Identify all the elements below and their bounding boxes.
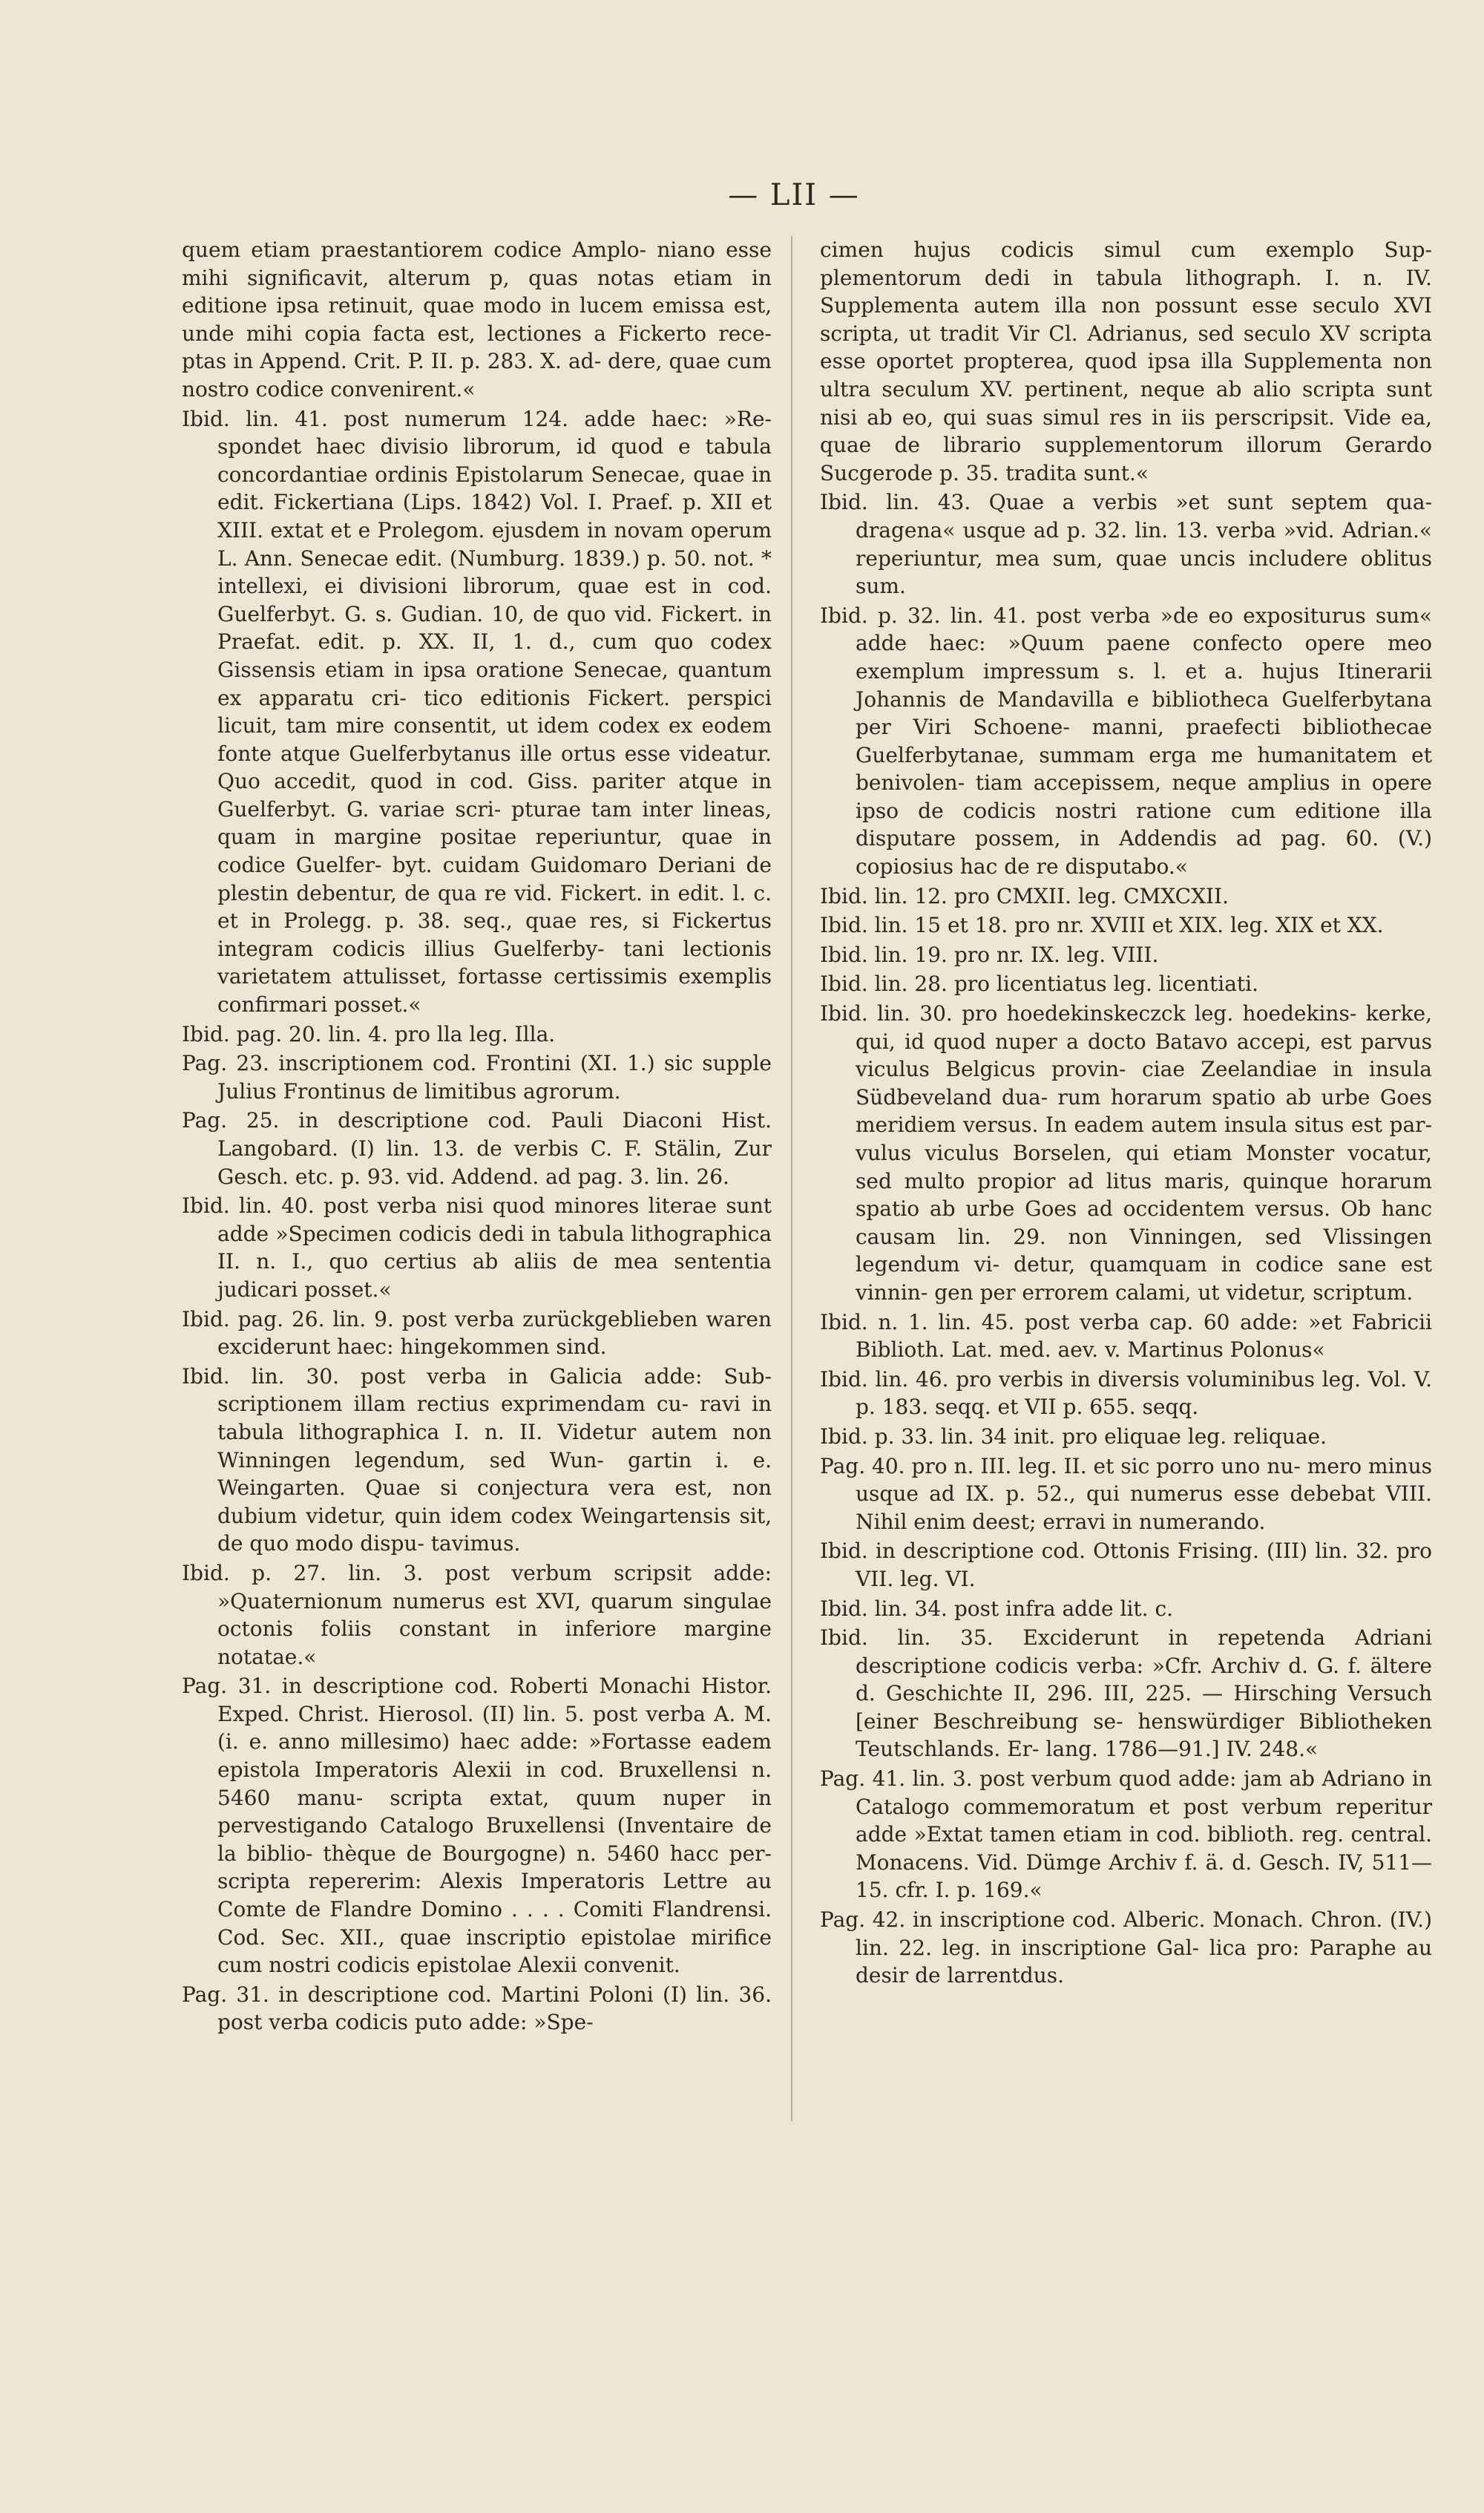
text-line: autem non Winningen legendum, sed Wun- <box>217 1419 772 1472</box>
right-entry <box>820 970 1432 998</box>
text-line: Pag. 31. in descriptione cod. Roberti Monachi <box>182 1674 691 1699</box>
text-line: thèque de Bourgogne) n. 5460 hacc per- <box>323 1841 772 1866</box>
text-line: non Vinningen, sed Vlissingen legendum vi- <box>856 1224 1432 1277</box>
left-entry <box>182 1049 772 1105</box>
text-line: Ibid. lin. 35. Exciderunt in repetenda Adriani <box>820 1625 1432 1651</box>
text-line: Ibid. pag. 26. lin. 9. post verba zurückgeblieben <box>182 1306 698 1331</box>
text-line: detur, quamquam in codice sane est vinnin- <box>856 1252 1432 1305</box>
right-entry <box>820 1308 1432 1364</box>
text-line: quinque horarum spatio ab urbe Goes ad <box>856 1168 1432 1222</box>
text-line: scripta extat, quum nuper in pervestigando <box>217 1785 772 1838</box>
text-line: gartin i. e. Weingarten. Quae si conjectura <box>217 1447 772 1501</box>
text-line: lica pro: Paraphe au desir de larrentdus. <box>856 1935 1432 1988</box>
text-line: au Comte de Flandre Domino . . . . Comiti <box>217 1869 772 1922</box>
text-line: kerke, qui, id quod nuper a docto Batavo <box>856 1001 1432 1054</box>
text-line: quae modo in lucem emissa est, unde mihi <box>182 293 772 346</box>
text-line: Pag. 25. in descriptione cod. Pauli Diaconi Hist. <box>182 1108 772 1133</box>
text-line: lang. 1786—91.] IV. 248.« <box>1045 1737 1319 1762</box>
text-line: vera est, non dubium videtur, quin idem <box>217 1475 772 1528</box>
left-entry <box>182 405 772 1019</box>
text-line: descriptione codicis verba: »Cfr. Archiv d. <box>856 1653 1309 1678</box>
text-line: Ibid. lin. 30. post verba in Galicia adde: Sub- <box>182 1363 772 1389</box>
text-line: (V.) copiosius hac de re disputabo.« <box>856 826 1432 879</box>
right-entry <box>820 882 1432 911</box>
text-line: cod. Guelferbyt. G. s. Gudian. 10, de quo <box>217 574 772 626</box>
text-line: oratione Senecae, quantum ex apparatu cri- <box>217 657 772 710</box>
text-line: Ibid. p. 27. lin. 3. post verbum scripsit adde: <box>182 1560 772 1585</box>
text-line: ravi in tabula lithographica I. n. II. Videtur <box>217 1392 772 1444</box>
left-entry <box>182 1559 772 1671</box>
text-line: scripta sunt nisi ab eo, qui suas simul res <box>820 376 1432 430</box>
text-line: tiam accepissem, neque amplius in opere ipso <box>856 770 1432 823</box>
text-line: esse debebat VIII. Nihil enim deest; erravi <box>856 1481 1433 1534</box>
text-line: bibliotheca Guelferbytana per Viri Schoene- <box>856 687 1433 740</box>
text-line: p. 35. tradita sunt.« <box>939 460 1149 485</box>
left-entry <box>182 1363 772 1558</box>
left-entry <box>182 1672 772 1979</box>
text-line: post verba A. M. (i. e. anno millesimo) haec <box>217 1701 772 1754</box>
text-line: Prolegom. ejusdem in novam operum L. Ann. <box>217 517 772 571</box>
text-line: henswürdiger Bibliotheken Teutschlands. Er- <box>856 1708 1432 1762</box>
text-line: Ibid. lin. 28. pro licentiatus leg. licentiati. <box>820 972 1259 997</box>
text-line: Catalogo Bruxellensi (Inventaire de la biblio- <box>217 1813 772 1866</box>
right-entry <box>820 1423 1432 1451</box>
text-line: Pag. 31. in descriptione cod. Martini Poloni (I) <box>182 1982 687 2007</box>
text-line: cimen hujus codicis simul cum exemplo Sup- <box>820 237 1432 262</box>
left-entry <box>182 1192 772 1303</box>
text-line: 1842) Vol. I. Praef. p. XII et XIII. extat et e <box>217 490 772 543</box>
right-entry <box>820 911 1432 940</box>
text-line: in numerando. <box>1112 1509 1266 1534</box>
text-line: Ibid. p. 32. lin. 41. post verba »de eo expositurus <box>820 603 1366 628</box>
right-entry <box>820 1906 1432 1990</box>
text-line: ptas in Append. Crit. P. II. p. 283. X. ad- <box>182 349 602 374</box>
text-line: lin. 32. pro VII. leg. VI. <box>856 1539 1432 1591</box>
text-line: »Quaternionum numerus est XVI, quarum <box>217 1588 674 1613</box>
text-line: Polonus« <box>1229 1337 1325 1363</box>
text-line: leg. Vol. V. p. 183. seqq. et VII p. 655. seqq. <box>856 1366 1432 1420</box>
right-entry <box>820 1537 1432 1593</box>
text-line: disputare possem, in Addendis ad pag. 60. <box>856 826 1379 851</box>
text-line: Ibid. lin. 40. post verba nisi quod minores literae <box>182 1193 718 1219</box>
text-line: positae reperiuntur, quae in codice Guelfer- <box>217 825 772 878</box>
text-line: Pag. 23. inscriptionem cod. Frontini (XI. 1.) sic <box>182 1051 693 1076</box>
text-line: Senecae, quae in edit. Fickertiana (Lips. <box>217 462 772 515</box>
text-line: Hirsching Versuch [einer Beschreibung se- <box>856 1681 1432 1734</box>
text-line: Ibid. n. 1. lin. 45. post verba cap. 60 adde: »et <box>820 1309 1342 1334</box>
text-line: Chron. (IV.) lin. 22. leg. in inscriptione Gal- <box>856 1907 1432 1960</box>
text-line: Fabricii Biblioth. Lat. med. aev. v. Martinus <box>856 1309 1432 1363</box>
text-line: Zur Gesch. etc. p. 93. vid. Addend. ad pag. <box>217 1136 772 1189</box>
text-line: accepi, est parvus viculus Belgicus provin- <box>856 1029 1432 1082</box>
text-line: Alexii in cod. Bruxellensi n. 5460 manu- <box>217 1757 772 1810</box>
left-entry <box>182 236 772 404</box>
text-line: certissimis exemplis confirmari posset.« <box>217 964 772 1018</box>
right-entry <box>820 1624 1432 1763</box>
text-line: mea sententia judicari posset.« <box>217 1249 772 1302</box>
text-line: Ibid. lin. 15 et 18. pro nr. XVIII et XIX. leg. <box>820 913 1270 938</box>
text-line: propterea, quod ipsa illa Supplementa non <box>963 349 1433 374</box>
text-line: Ibid. lin. 34. post infra adde lit. c. <box>820 1596 1174 1621</box>
text-line: Dümge Archiv f. ä. d. Gesch. IV, 511—15. <box>856 1849 1433 1903</box>
text-line: scripta repererim: Alexis Imperatoris Lettre <box>217 1869 728 1894</box>
right-entry <box>820 1452 1432 1536</box>
text-line: vid. Fickert. in Praefat. edit. p. XX. II, 1. <box>217 601 772 655</box>
text-line: Ibid. lin. 12. pro CMXII. leg. CMXCXII. <box>820 883 1229 908</box>
text-line: Alexii convenit. <box>518 1953 680 1978</box>
text-line: Pag. 42. in inscriptione cod. Alberic. Monach. <box>820 1907 1304 1933</box>
left-entry <box>182 1107 772 1190</box>
text-line: includere oblitus sum. <box>856 545 1432 599</box>
text-line: in cod. biblioth. reg. central. Monacens. Vid. <box>856 1822 1432 1875</box>
text-line: d., cum quo codex Gissensis etiam in ipsa <box>217 629 772 682</box>
text-line: esse seculo XVI scripta, ut tradit Vir Cl. <box>820 293 1432 346</box>
right-entry <box>820 1595 1432 1623</box>
text-line: dragena« usque ad p. 32. lin. 13. verba »vid. <box>856 517 1335 543</box>
right-entry <box>820 236 1432 487</box>
right-entry <box>820 1765 1432 1904</box>
text-line: Langobard. (I) lin. 13. de verbis C. F. Stälin, <box>217 1136 723 1161</box>
right-entry <box>820 1366 1432 1421</box>
text-line: lithographica II. n. I., quo certius ab aliis de <box>217 1221 772 1274</box>
text-line: scriptionem illam rectius exprimendam cu- <box>217 1392 689 1417</box>
text-line: margine notatae.« <box>217 1616 772 1669</box>
column-divider <box>791 236 792 2121</box>
text-line: fonte atque Guelferbytanus ille ortus esse <box>217 741 671 766</box>
text-line: Ibid. pag. 20. lin. 4. pro lla leg. Illa. <box>182 1021 556 1046</box>
text-line: Histor. Exped. Christ. Hierosol. (II) lin. 5. <box>217 1674 772 1726</box>
text-line: gen per errorem calami, ut videtur, scriptum. <box>934 1280 1414 1305</box>
text-line: dere, quae cum nostro codice convenirent.« <box>182 349 772 402</box>
text-line: G. f. ältere d. Geschichte II, 296. III, 225. — <box>856 1653 1432 1706</box>
text-line: Adrianus, sed seculo XV scripta esse oportet <box>820 321 1433 374</box>
text-line: XIX et XX. <box>1275 913 1384 938</box>
text-line: videatur. Quo accedit, quod in cod. Giss. <box>217 741 772 794</box>
text-line: Ibid. lin. 19. pro nr. IX. leg. VIII. <box>820 942 1159 967</box>
text-line: lin. 36. post verba codicis puto adde: »Spe- <box>217 1982 772 2035</box>
left-entry <box>182 1020 772 1049</box>
text-line: Flandrensi. Cod. Sec. XII., quae inscriptio <box>217 1897 772 1950</box>
text-line: plementorum dedi in tabula lithograph. I. <box>820 265 1340 290</box>
text-line: ultra seculum XV. pertinent, neque ab alio <box>820 376 1291 402</box>
text-line: ciae Zeelandiae in insula Südbeveland dua- <box>856 1057 1432 1110</box>
text-line: Adriano in Catalogo commemoratum et post <box>856 1766 1432 1819</box>
text-line: tani lectionis varietatem attulisset, fortasse <box>217 936 772 989</box>
text-line: epistolae mirifice cum nostri codicis epistolae <box>217 1924 772 1978</box>
right-entry <box>820 488 1432 600</box>
text-line: Ibid. p. 33. lin. 34 init. pro eliquae leg. reliquae. <box>820 1423 1327 1449</box>
text-line: sum« adde haec: »Quum paene confecto <box>856 603 1432 656</box>
text-line: Senecae edit. (Numburg. 1839.) p. 50. not. * <box>300 545 772 571</box>
text-line: Fickertus integram codicis illius Guelferby- <box>217 908 772 961</box>
text-line: tavimus. <box>430 1531 521 1556</box>
text-line: 3. lin. 26. <box>630 1164 729 1189</box>
text-line: in iis perscripsit. Vide ea, quae de librario <box>820 404 1432 458</box>
text-line: quas notas etiam in editione ipsa retinuit, <box>182 265 772 318</box>
left-column <box>182 236 772 2038</box>
text-line: singulae octonis foliis constant in inferiore <box>217 1588 772 1642</box>
text-line: manni, praefecti bibliothecae Guelferbytanae, <box>856 715 1433 767</box>
text-line: vulus viculus Borselen, qui etiam Monster <box>856 1141 1335 1165</box>
right-entry <box>820 602 1432 881</box>
text-line: Ibid. lin. 41. post numerum 124. adde haec: »Re- <box>182 406 772 431</box>
text-line: pariter atque in Guelferbyt. G. variae scri- <box>217 769 772 822</box>
text-line: n. IV. Supplementa autem illa non possunt <box>820 265 1432 318</box>
text-line: occidentem versus. Ob hanc causam lin. 29. <box>856 1196 1433 1249</box>
text-line: Pag. 41. lin. 3. post verbum quod adde: jam ab <box>820 1766 1315 1792</box>
text-line: Ibid. in descriptione cod. Ottonis Frising. (III) <box>820 1539 1308 1564</box>
text-line: rum horarum spatio ab urbe Goes meridiem <box>856 1084 1433 1138</box>
text-line: pturae tam inter lineas, quam in margine <box>217 796 772 850</box>
text-line: Ibid. lin. 46. pro verbis in diversis voluminibus <box>820 1366 1315 1392</box>
text-line: niano esse mihi significavit, alterum p, <box>182 237 772 290</box>
right-entry <box>820 941 1432 969</box>
right-entry <box>820 1000 1432 1307</box>
text-line: tabula concordantiae ordinis Epistolarum <box>217 434 772 487</box>
text-line: hujus Itinerarii Johannis de Mandavilla e <box>856 658 1432 712</box>
text-line: vocatur, sed multo propior ad litus maris, <box>856 1141 1433 1193</box>
text-line: copia facta est, lectiones a Fickerto rece- <box>304 321 772 346</box>
text-line: supplementorum illorum Gerardo Sucgerode <box>820 433 1433 485</box>
text-line: waren exciderunt haec: hingekommen sind. <box>217 1306 772 1360</box>
text-line: opere meo exemplum impressum s. l. et a. <box>856 631 1433 684</box>
text-line: sunt adde »Specimen codicis dedi in tabula <box>217 1193 772 1246</box>
text-line: mire consentit, ut idem codex ex eodem <box>335 713 772 738</box>
text-line: debentur, de qua re vid. Fickert. in edit. <box>296 880 726 905</box>
text-line: summam erga me humanitatem et benivolen- <box>856 742 1433 796</box>
text-line: tico editionis Fickert. perspici licuit, tam <box>217 685 772 738</box>
text-line: intellexi, ei divisioni librorum, quae est in <box>217 574 712 599</box>
text-line: versus. In eadem autem insula situs est par- <box>962 1113 1433 1138</box>
text-line: cfr. I. p. 169.« <box>895 1878 1043 1903</box>
left-entry <box>182 1305 772 1361</box>
text-line: mero minus usque ad IX. p. 52., qui numerus <box>856 1453 1432 1507</box>
right-column <box>820 236 1432 1991</box>
text-line: de codicis nostri ratione cum editione illa <box>918 798 1432 823</box>
text-line: codex Weingartensis sit, de quo modo dispu- <box>217 1503 772 1556</box>
text-line: byt. cuidam Guidomaro Deriani de plestin <box>217 853 772 905</box>
text-line: Pag. 40. pro n. III. leg. II. et sic porro uno nu- <box>820 1453 1301 1478</box>
text-line: Ibid. lin. 30. pro hoedekinskeczck leg. hoedekins- <box>820 1001 1357 1026</box>
text-line: spondet haec divisio librorum, id quod e <box>217 434 691 459</box>
text-line: l. c. et in Prolegg. p. 38. seq., quae res, si <box>217 880 772 934</box>
text-line: quem etiam praestantiorem codice Amplo- <box>182 237 647 262</box>
page-number: — LII — <box>728 178 860 212</box>
text-line: supple Julius Frontinus de limitibus agrorum. <box>217 1051 772 1104</box>
text-line: Ibid. lin. 43. Quae a verbis »et sunt septem qua- <box>820 490 1432 515</box>
text-line: Adrian.« reperiuntur, mea sum, quae uncis <box>856 517 1433 571</box>
text-line: verbum reperitur adde »Extat tamen etiam <box>856 1794 1433 1847</box>
text-line: adde: »Fortasse eadem epistola Imperatoris <box>217 1729 772 1783</box>
left-entry <box>182 1981 772 2037</box>
